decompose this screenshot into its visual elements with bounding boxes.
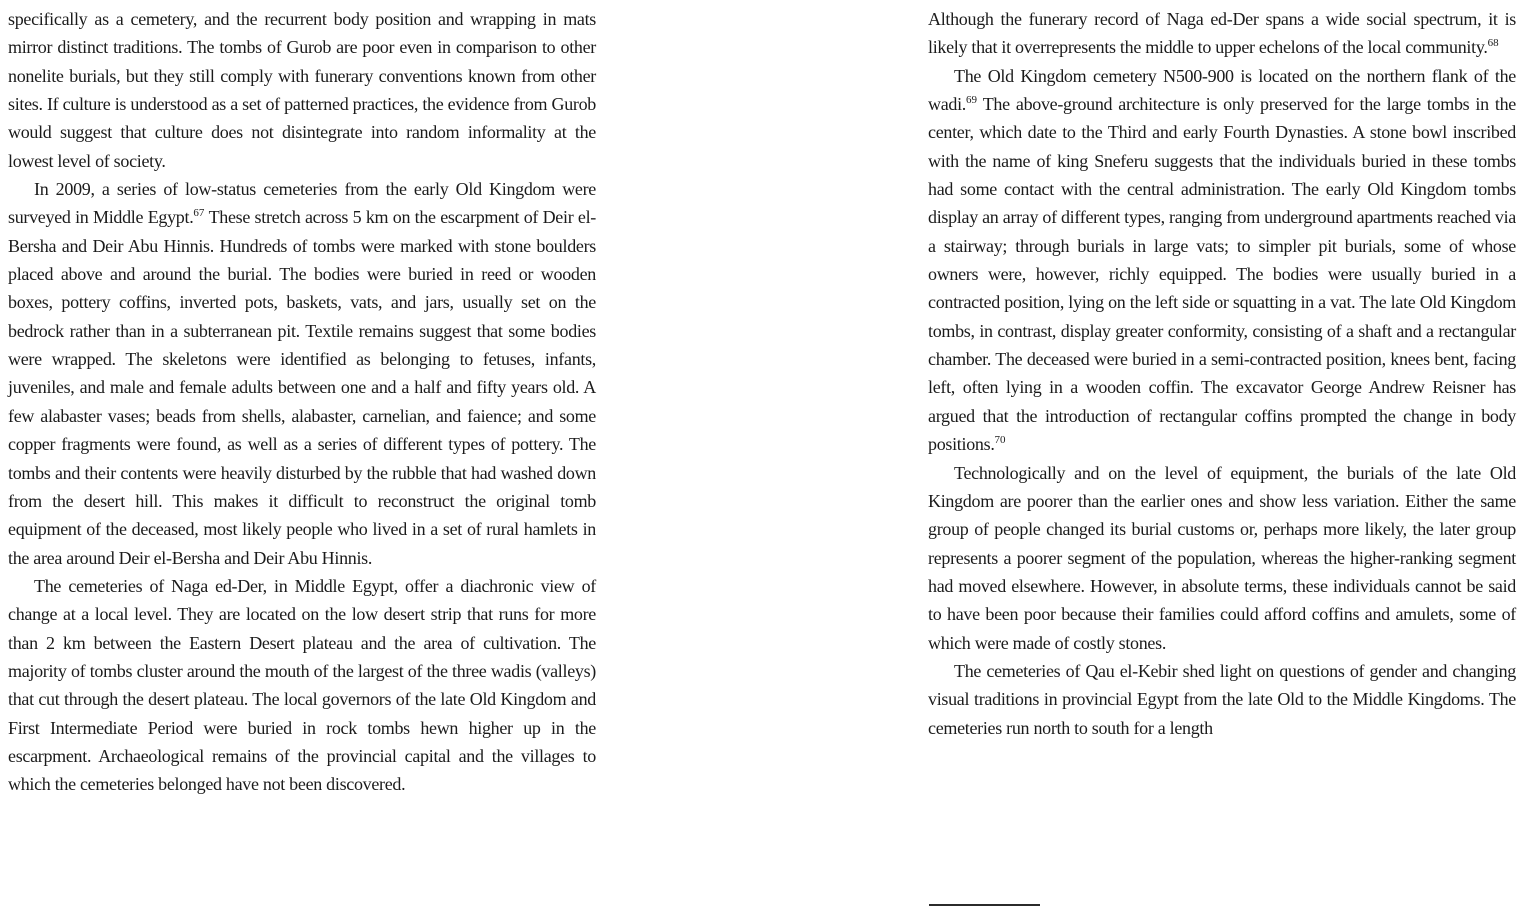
paragraph	[8, 5, 596, 175]
footnote-marker: 69	[966, 94, 977, 107]
body-text: In 2009, a series of low-status cemeteries from the early Old Kingdom were surveyed in Middle Egypt.	[8, 179, 596, 228]
paragraph	[928, 5, 1516, 62]
paragraph	[928, 657, 1516, 742]
footnote-marker: 67	[193, 207, 205, 220]
paragraph	[928, 459, 1516, 657]
left-page-text-column	[8, 5, 596, 799]
footnote-marker: 70	[994, 434, 1006, 447]
footnote-separator-rule	[929, 904, 1040, 906]
paragraph	[8, 175, 596, 572]
paragraph	[928, 62, 1516, 459]
body-text: Technologically and on the level of equipment, the burials of the late Old Kingdom are poorer than the earlier ones and show less variation. Either the same group of people changed its burial customs or, perhaps more likely, the later group represents a poorer segment of the population, whereas the higher-ranking segment had moved elsewhere. However, in absolute terms, these individuals cannot be said to have been poor because their families could afford coffins and amulets, some of which were made of costly stones.	[928, 462, 1516, 653]
right-page-text-column	[928, 5, 1516, 742]
body-text: These stretch across 5 km on the escarpment of Deir el-Bersha and Deir Abu Hinnis. Hundreds of tombs were marked with stone boulders placed above and around the burial. The bodies were buried in reed or wooden boxes, pottery coffins, inverted pots, baskets, vats, and jars, usually set on the bedrock rather than in a subterranean pit. Textile remains suggest that some bodies were wrapped. The skeletons were identified as belonging to fetuses, infants, juveniles, and male and female adults between one and a half and fifty years old. A few alabaster vases; beads from shells, alabaster, carnelian, and faience; and some copper fragments were found, as well as a series of different types of pottery. The tombs and their contents were heavily disturbed by the rubble that had washed down from the desert hill. This makes it difficult to reconstruct the original tomb equipment of the deceased, most likely people who lived in a set of rural hamlets in the area around Deir el-Bersha and Deir Abu Hinnis.	[8, 207, 596, 568]
body-text: The cemeteries of Naga ed-Der, in Middle Egypt, offer a diachronic view of change at a local level. They are located on the low desert strip that runs for more than 2 km between the Eastern Desert plateau and the area of cultivation. The majority of tombs cluster around the mouth of the largest of the three wadis (valleys) that cut through the desert plateau. The local governors of the late Old Kingdom and First Intermediate Period were buried in rock tombs hewn higher up in the escarpment. Archaeological remains of the provincial capital and the villages to which the cemeteries belonged have not been discovered.	[8, 575, 596, 795]
body-text: The above-ground architecture is only preserved for the large tombs in the center, which date to the Third and early Fourth Dynasties. A stone bowl inscribed with the name of king Sneferu suggests that the individuals buried in these tombs had some contact with the central administration. The early Old Kingdom tombs display an array of different types, ranging from underground apartments reached via a stairway; through burials in large vats; to simpler pit burials, some of whose owners were, however, richly equipped. The bodies were usually buried in a contracted position, lying on the left side or squatting in a vat. The late Old Kingdom tombs, in contrast, display greater conformity, consisting of a shaft and a rectangular chamber. The deceased were buried in a semi-contracted position, knees bent, facing left, often lying in a wooden coffin. The excavator George Andrew Reisner has argued that the introduction of rectangular coffins prompted the change in body positions.	[928, 94, 1516, 455]
body-text: The Old Kingdom cemetery N500-900 is located on the northern flank of the wadi.	[928, 65, 1516, 115]
paragraph	[8, 572, 596, 799]
body-text: The cemeteries of Qau el-Kebir shed light on questions of gender and changing visual traditions in provincial Egypt from the late Old to the Middle Kingdoms. The cemeteries run north to south for a length	[928, 660, 1516, 738]
body-text: specifically as a cemetery, and the recurrent body position and wrapping in mats mirror distinct traditions. The tombs of Gurob are poor even in comparison to other nonelite burials, but they still comply with funerary conventions known from other sites. If culture is understood as a set of patterned practices, the evidence from Gurob would suggest that culture does not disintegrate into random informality at the lowest level of society.	[8, 9, 596, 171]
body-text: Although the funerary record of Naga ed-Der spans a wide social spectrum, it is likely that it overrepresents the middle to upper echelons of the local community.	[928, 9, 1516, 58]
footnote-marker: 68	[1487, 37, 1499, 50]
